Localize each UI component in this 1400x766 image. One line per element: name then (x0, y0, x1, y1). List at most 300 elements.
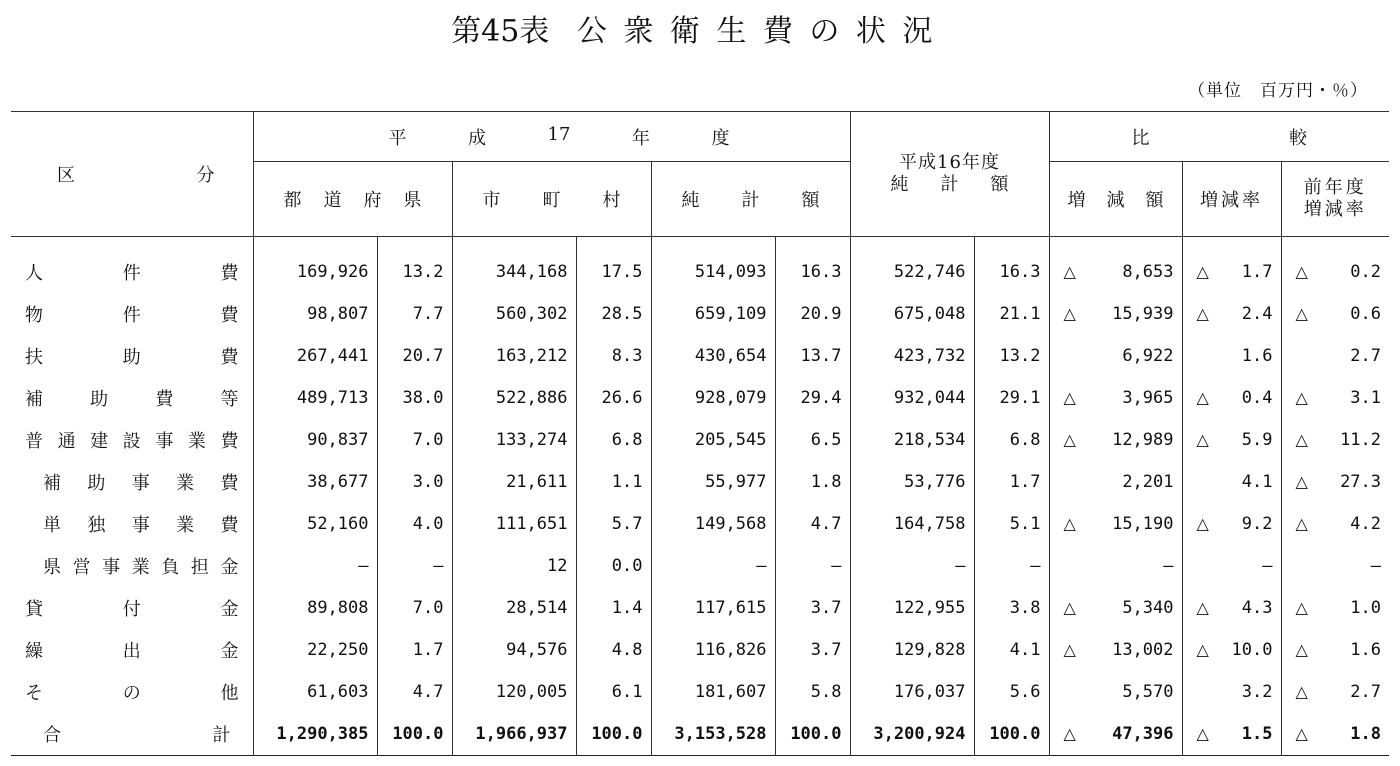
cell-value: 0.6 (1350, 304, 1382, 325)
cell-net: 928,079 (651, 377, 775, 419)
cell-muni: 111,651 (452, 503, 576, 545)
cell-value: 4.3 (1241, 597, 1273, 618)
table-row (11, 237, 1389, 294)
header-char: 額 (990, 174, 1009, 195)
row-label-char: 県 (43, 557, 61, 579)
cell-value: 27.3 (1340, 472, 1382, 493)
cell-pref-pct: 20.7 (377, 335, 452, 377)
row-label (11, 713, 253, 756)
cell-prev-rate (1281, 713, 1389, 756)
row-label (11, 461, 253, 503)
cell-prev-pct: 5.1 (974, 503, 1049, 545)
cell-diff-rate (1182, 629, 1281, 671)
row-label-char: 物 (25, 305, 43, 327)
cell-prev-rate (1281, 629, 1389, 671)
cell-muni-pct: 28.5 (576, 293, 651, 335)
cell-pref-pct: 13.2 (377, 237, 452, 294)
header-char: 区 (57, 165, 75, 186)
cell-muni: 522,886 (452, 377, 576, 419)
cell-prev: 129,828 (850, 629, 974, 671)
cell-prev-rate: 2.7 (1281, 335, 1389, 377)
header-char: 平 (388, 127, 407, 149)
header-char: 計 (940, 174, 959, 195)
cell-diff (1049, 587, 1182, 629)
cell-pref: 89,808 (253, 587, 377, 629)
cell-muni-pct: 6.1 (576, 671, 651, 713)
table-row (11, 335, 1389, 377)
header-char: 村 (602, 190, 621, 211)
row-label-char: の (122, 682, 141, 704)
cell-muni-pct: 1.4 (576, 587, 651, 629)
header-change-amount (1049, 162, 1182, 237)
header-char: 道 (323, 190, 342, 211)
cell-prev: 423,732 (850, 335, 974, 377)
cell-value: 9.2 (1241, 514, 1273, 535)
cell-pref-pct: 4.0 (377, 503, 452, 545)
cell-muni-pct: 17.5 (576, 237, 651, 294)
cell-prev-rate (1281, 293, 1389, 335)
row-label-char: 付 (122, 598, 141, 620)
cell-diff-rate (1182, 419, 1281, 461)
header-prev-change-rate-line1: 前年度 (1303, 177, 1367, 198)
row-label-char: 費 (220, 515, 239, 537)
table-body (11, 237, 1389, 756)
decrease-icon: △ (1295, 597, 1308, 617)
cell-value: 11.2 (1340, 430, 1382, 451)
cell-net-pct: 13.7 (775, 335, 850, 377)
cell-net: 55,977 (651, 461, 775, 503)
cell-pref: 98,807 (253, 293, 377, 335)
cell-prev-rate (1281, 377, 1389, 419)
row-label-char: 費 (220, 431, 239, 453)
cell-diff (1049, 237, 1182, 294)
cell-diff-rate (1182, 587, 1281, 629)
cell-value: 10.0 (1231, 639, 1273, 660)
header-net-total (651, 162, 850, 237)
table-row (11, 377, 1389, 419)
cell-prev-rate (1281, 419, 1389, 461)
decrease-icon: △ (1063, 514, 1076, 534)
row-label-char: 補 (25, 389, 43, 411)
cell-pref: 61,603 (253, 671, 377, 713)
cell-value: 8,653 (1122, 262, 1174, 283)
cell-prev-rate (1281, 237, 1389, 294)
cell-diff (1049, 503, 1182, 545)
header-char: 較 (1289, 127, 1308, 149)
cell-value: 13,002 (1112, 639, 1174, 660)
row-label-char: 件 (122, 263, 141, 285)
decrease-icon: △ (1063, 304, 1076, 324)
cell-prev: 218,534 (850, 419, 974, 461)
row-label-char: 業 (187, 431, 206, 453)
header-char: 比 (1131, 127, 1150, 149)
cell-pref: 267,441 (253, 335, 377, 377)
cell-prev: 164,758 (850, 503, 974, 545)
header-char: 年 (631, 127, 650, 149)
table-row (11, 461, 1389, 503)
cell-prev-pct: — (974, 545, 1049, 587)
decrease-icon: △ (1196, 430, 1209, 450)
row-label-char: 繰 (25, 640, 43, 662)
decrease-icon: △ (1196, 262, 1209, 282)
header-char: 県 (403, 190, 422, 211)
cell-muni: 133,274 (452, 419, 576, 461)
cell-diff (1049, 713, 1182, 756)
row-label-char: 担 (190, 557, 209, 579)
cell-value: 12,989 (1112, 430, 1174, 451)
table-row (11, 545, 1389, 587)
header-char: 純 (890, 174, 909, 195)
decrease-icon: △ (1196, 514, 1209, 534)
header-char: 減 (1106, 190, 1125, 211)
decrease-icon: △ (1196, 388, 1209, 408)
cell-net: 116,826 (651, 629, 775, 671)
cell-muni: 12 (452, 545, 576, 587)
cell-diff (1049, 629, 1182, 671)
header-char: 計 (741, 190, 760, 211)
cell-prev: 122,955 (850, 587, 974, 629)
row-label (11, 377, 253, 419)
cell-diff-rate: — (1182, 545, 1281, 587)
cell-net-pct: 16.3 (775, 237, 850, 294)
cell-pref: 1,290,385 (253, 713, 377, 756)
decrease-icon: △ (1196, 597, 1209, 617)
cell-net-pct: 1.8 (775, 461, 850, 503)
row-label-char: 営 (72, 557, 91, 579)
row-label-char: 事 (155, 431, 174, 453)
cell-prev: 53,776 (850, 461, 974, 503)
decrease-icon: △ (1196, 639, 1209, 659)
row-label (11, 503, 253, 545)
cell-prev-rate (1281, 461, 1389, 503)
row-label-char: 計 (212, 724, 231, 746)
cell-pref: 52,160 (253, 503, 377, 545)
table-row (11, 671, 1389, 713)
cell-value: 15,939 (1112, 304, 1174, 325)
table-row (11, 293, 1389, 335)
table-number: 第45表 (451, 14, 550, 49)
cell-net: 659,109 (651, 293, 775, 335)
row-label-char: 金 (220, 598, 239, 620)
row-label-char: 業 (176, 515, 195, 537)
cell-value: 1.7 (1241, 262, 1273, 283)
cell-prev-pct: 4.1 (974, 629, 1049, 671)
cell-pref: 169,926 (253, 237, 377, 294)
row-label-char: 金 (220, 640, 239, 662)
cell-diff: 6,922 (1049, 335, 1182, 377)
row-label-char: 費 (155, 389, 174, 411)
row-label-char: 貸 (25, 598, 43, 620)
header-fy17 (253, 112, 850, 162)
cell-diff-rate (1182, 713, 1281, 756)
header-fy16-line1: 平成16年度 (899, 152, 1000, 173)
cell-prev-pct: 21.1 (974, 293, 1049, 335)
row-label-char: 合 (43, 724, 61, 746)
row-label (11, 671, 253, 713)
table-row (11, 419, 1389, 461)
cell-muni-pct: 5.7 (576, 503, 651, 545)
header-category (11, 112, 253, 237)
total-row (11, 713, 1389, 756)
cell-pref: 90,837 (253, 419, 377, 461)
cell-prev-rate (1281, 503, 1389, 545)
header-char: 17 (547, 123, 571, 145)
row-label-char: 助 (122, 347, 141, 369)
decrease-icon: △ (1295, 304, 1308, 324)
table-row (11, 503, 1389, 545)
row-label-char: 単 (43, 515, 61, 537)
cell-prev-pct: 1.7 (974, 461, 1049, 503)
cell-prev-pct: 3.8 (974, 587, 1049, 629)
cell-muni: 1,966,937 (452, 713, 576, 756)
cell-diff-rate (1182, 293, 1281, 335)
cell-pref-pct: 38.0 (377, 377, 452, 419)
row-label-char: 補 (43, 473, 61, 495)
cell-net-pct: 29.4 (775, 377, 850, 419)
decrease-icon: △ (1196, 723, 1209, 743)
decrease-icon: △ (1063, 262, 1076, 282)
row-label-char: そ (25, 682, 43, 704)
cell-value: 1.8 (1350, 723, 1382, 744)
header-prev-change-rate (1281, 162, 1389, 237)
cell-muni-pct: 6.8 (576, 419, 651, 461)
table-row (11, 587, 1389, 629)
cell-pref-pct: 7.0 (377, 419, 452, 461)
cell-prev-pct: 6.8 (974, 419, 1049, 461)
row-label-char: 業 (131, 557, 150, 579)
cell-diff: 5,570 (1049, 671, 1182, 713)
row-label-char: 事 (131, 473, 150, 495)
row-label-char: 件 (122, 305, 141, 327)
table-title-text: 公衆衛生費の状況 (576, 14, 949, 49)
cell-muni-pct: 1.1 (576, 461, 651, 503)
cell-prev: 932,044 (850, 377, 974, 419)
cell-diff-rate: 1.6 (1182, 335, 1281, 377)
cell-value: 3.1 (1350, 388, 1382, 409)
decrease-icon: △ (1196, 304, 1209, 324)
cell-muni: 94,576 (452, 629, 576, 671)
cell-pref-pct: — (377, 545, 452, 587)
cell-muni: 560,302 (452, 293, 576, 335)
cell-muni: 120,005 (452, 671, 576, 713)
decrease-icon: △ (1063, 388, 1076, 408)
row-label-char: 独 (87, 515, 106, 537)
cell-diff-rate (1182, 377, 1281, 419)
row-label-char: 建 (90, 431, 109, 453)
cell-prev-rate: — (1281, 545, 1389, 587)
cell-pref-pct: 4.7 (377, 671, 452, 713)
public-health-expense-table (11, 111, 1389, 756)
header-char: 増 (1067, 190, 1086, 211)
cell-muni-pct: 4.8 (576, 629, 651, 671)
cell-prev: 522,746 (850, 237, 974, 294)
cell-value: 2.7 (1350, 681, 1382, 702)
table-row (11, 629, 1389, 671)
cell-muni-pct: 0.0 (576, 545, 651, 587)
header-char: 府 (363, 190, 382, 211)
row-label-char: 出 (122, 640, 141, 662)
row-label-char: 扶 (25, 347, 43, 369)
cell-diff-rate: 4.1 (1182, 461, 1281, 503)
cell-net: 430,654 (651, 335, 775, 377)
cell-diff-rate (1182, 237, 1281, 294)
cell-diff-rate (1182, 503, 1281, 545)
row-label (11, 629, 253, 671)
cell-prev: 176,037 (850, 671, 974, 713)
cell-diff (1049, 377, 1182, 419)
row-label (11, 237, 253, 294)
decrease-icon: △ (1295, 723, 1308, 743)
row-label-char: 等 (220, 389, 239, 411)
row-label (11, 587, 253, 629)
row-label-char: 業 (176, 473, 195, 495)
row-label (11, 335, 253, 377)
header-char: 成 (468, 127, 487, 149)
cell-muni: 344,168 (452, 237, 576, 294)
header-prev-change-rate-line2: 増減率 (1303, 199, 1367, 220)
decrease-icon: △ (1295, 388, 1308, 408)
cell-pref-pct: 7.0 (377, 587, 452, 629)
header-change-rate: 増減率 (1182, 162, 1281, 237)
cell-net-pct: 5.8 (775, 671, 850, 713)
header-char: 都 (283, 190, 302, 211)
header-prefecture (253, 162, 452, 237)
row-label-char: 費 (220, 347, 239, 369)
unit-note: （単位 百万円・％） (1188, 81, 1368, 101)
cell-value: 1.5 (1241, 723, 1273, 744)
row-label-char: 助 (87, 473, 106, 495)
cell-muni-pct: 8.3 (576, 335, 651, 377)
cell-prev-rate (1281, 671, 1389, 713)
cell-pref: 22,250 (253, 629, 377, 671)
header-char: 額 (801, 190, 820, 211)
cell-value: 1.6 (1350, 639, 1382, 660)
cell-pref: — (253, 545, 377, 587)
cell-net-pct: 6.5 (775, 419, 850, 461)
row-label-char: 事 (102, 557, 121, 579)
decrease-icon: △ (1295, 639, 1308, 659)
cell-diff (1049, 293, 1182, 335)
cell-pref-pct: 100.0 (377, 713, 452, 756)
cell-net: 149,568 (651, 503, 775, 545)
cell-muni: 21,611 (452, 461, 576, 503)
cell-diff: 2,201 (1049, 461, 1182, 503)
row-label-char: 金 (220, 557, 239, 579)
cell-prev-rate (1281, 587, 1389, 629)
header-municipality (452, 162, 651, 237)
cell-diff (1049, 419, 1182, 461)
decrease-icon: △ (1063, 723, 1076, 743)
cell-pref: 38,677 (253, 461, 377, 503)
header-char: 度 (711, 127, 730, 149)
cell-net: — (651, 545, 775, 587)
cell-prev-pct: 5.6 (974, 671, 1049, 713)
cell-prev-pct: 29.1 (974, 377, 1049, 419)
cell-net-pct: 3.7 (775, 629, 850, 671)
header-compare (1049, 112, 1389, 162)
cell-net: 181,607 (651, 671, 775, 713)
cell-value: 2.4 (1241, 304, 1273, 325)
cell-pref-pct: 7.7 (377, 293, 452, 335)
row-label-char: 他 (220, 682, 239, 704)
header-char: 分 (196, 165, 215, 186)
cell-net-pct: 100.0 (775, 713, 850, 756)
row-label-char: 事 (131, 515, 150, 537)
header-char: 額 (1145, 190, 1164, 211)
cell-value: 5,340 (1122, 597, 1174, 618)
cell-net: 3,153,528 (651, 713, 775, 756)
row-label (11, 419, 253, 461)
header-char: 純 (681, 190, 700, 211)
cell-pref: 489,713 (253, 377, 377, 419)
cell-prev: 675,048 (850, 293, 974, 335)
row-label (11, 545, 253, 587)
cell-prev-pct: 16.3 (974, 237, 1049, 294)
cell-value: 47,396 (1112, 723, 1174, 744)
decrease-icon: △ (1295, 472, 1308, 492)
row-label-char: 通 (57, 431, 76, 453)
cell-value: 0.2 (1350, 262, 1382, 283)
cell-net-pct: 3.7 (775, 587, 850, 629)
decrease-icon: △ (1295, 262, 1308, 282)
row-label-char: 人 (25, 263, 43, 285)
cell-net-pct: 20.9 (775, 293, 850, 335)
row-label-char: 設 (122, 431, 141, 453)
cell-muni-pct: 26.6 (576, 377, 651, 419)
decrease-icon: △ (1063, 639, 1076, 659)
cell-net-pct: — (775, 545, 850, 587)
cell-value: 3,965 (1122, 388, 1174, 409)
table-title (0, 6, 1400, 50)
cell-pref-pct: 3.0 (377, 461, 452, 503)
decrease-icon: △ (1295, 430, 1308, 450)
cell-prev-pct: 13.2 (974, 335, 1049, 377)
cell-value: 1.0 (1350, 597, 1382, 618)
cell-value: 0.4 (1241, 388, 1273, 409)
cell-prev: — (850, 545, 974, 587)
row-label-char: 費 (220, 263, 239, 285)
row-label-char: 費 (220, 305, 239, 327)
header-char: 市 (482, 190, 501, 211)
cell-diff: — (1049, 545, 1182, 587)
decrease-icon: △ (1063, 597, 1076, 617)
cell-value: 4.2 (1350, 514, 1382, 535)
cell-muni-pct: 100.0 (576, 713, 651, 756)
row-label-char: 負 (161, 557, 180, 579)
header-fy16-net (850, 112, 1049, 237)
cell-muni: 28,514 (452, 587, 576, 629)
row-label-char: 普 (25, 431, 43, 453)
row-label-char: 費 (220, 473, 239, 495)
row-label (11, 293, 253, 335)
cell-net-pct: 4.7 (775, 503, 850, 545)
decrease-icon: △ (1295, 514, 1308, 534)
cell-value: 5.9 (1241, 430, 1273, 451)
cell-value: 15,190 (1112, 514, 1174, 535)
cell-prev-pct: 100.0 (974, 713, 1049, 756)
header-char: 町 (542, 190, 561, 211)
cell-net: 117,615 (651, 587, 775, 629)
cell-prev: 3,200,924 (850, 713, 974, 756)
cell-diff-rate: 3.2 (1182, 671, 1281, 713)
cell-net: 514,093 (651, 237, 775, 294)
cell-pref-pct: 1.7 (377, 629, 452, 671)
decrease-icon: △ (1295, 681, 1308, 701)
decrease-icon: △ (1063, 430, 1076, 450)
cell-net: 205,545 (651, 419, 775, 461)
cell-muni: 163,212 (452, 335, 576, 377)
row-label-char: 助 (90, 389, 109, 411)
